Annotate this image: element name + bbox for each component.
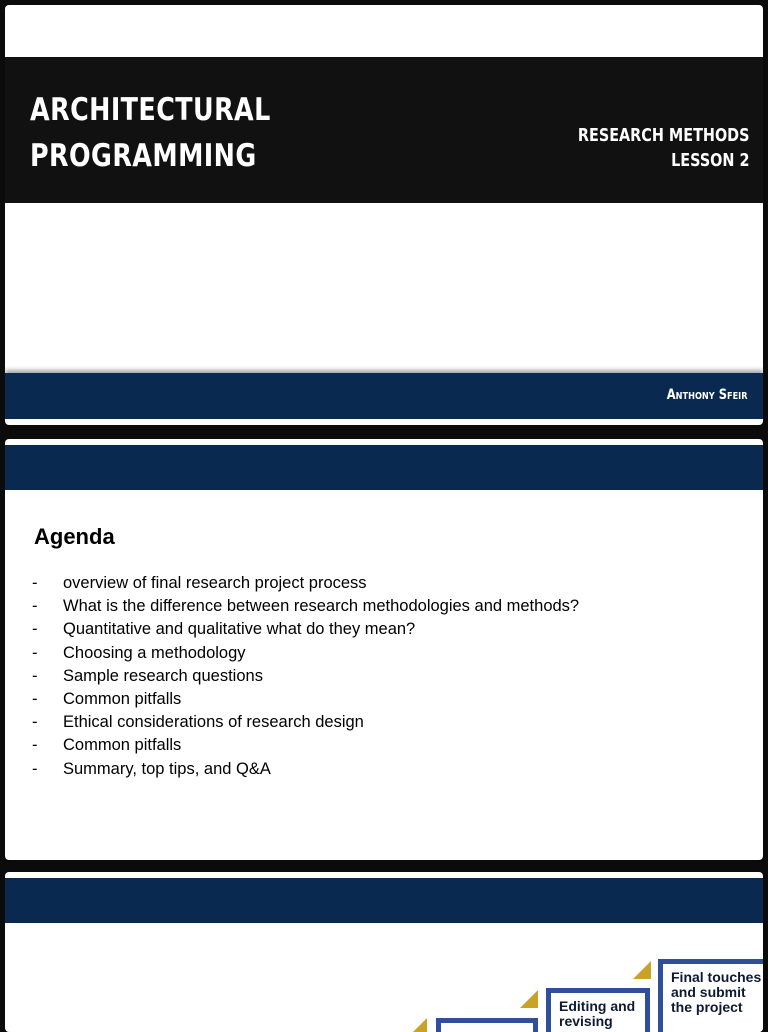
author-name: Anthony Sfeir (667, 387, 748, 403)
bullet-dash: - (32, 643, 38, 662)
agenda-item (32, 758, 592, 781)
subtitle-line-2: LESSON 2 (671, 150, 750, 171)
agenda-item (32, 618, 592, 641)
process-slide (5, 872, 763, 1032)
title-line-2: PROGRAMMING (30, 138, 257, 174)
agenda-item-text: Common pitfalls (63, 690, 182, 709)
bullet-dash: - (32, 736, 38, 755)
agenda-item (32, 711, 592, 734)
agenda-item-text: What is the difference between research methodologies and methods? (63, 597, 580, 616)
agenda-item-text: overview of final research project process (63, 574, 367, 592)
bullet-dash: - (32, 620, 38, 639)
title-line-1: ARCHITECTURAL (30, 92, 271, 128)
slide-header-band (5, 445, 763, 490)
author-band (5, 373, 763, 419)
agenda-item (32, 688, 592, 711)
bullet-dash: - (32, 666, 38, 685)
process-step-previous (436, 1018, 538, 1032)
step-arrow-icon (633, 961, 651, 979)
process-step-final: Final touches and submit the project (658, 959, 763, 1032)
agenda-item-text: Ethical considerations of research design (63, 713, 364, 732)
presentation-title (30, 87, 292, 179)
agenda-heading: Agenda (34, 524, 115, 549)
subtitle-line-1: RESEARCH METHODS (578, 125, 750, 146)
agenda-item (32, 665, 592, 688)
presentation-subtitle (578, 123, 750, 173)
title-slide (5, 5, 763, 425)
step-arrow-icon (520, 990, 538, 1008)
bullet-dash: - (32, 690, 38, 709)
bullet-dash: - (32, 597, 38, 616)
agenda-item-text: Choosing a methodology (63, 643, 246, 662)
bullet-dash: - (32, 759, 38, 778)
agenda-item-text: Summary, top tips, and Q&A (63, 759, 271, 778)
slide-header-band (5, 878, 763, 923)
agenda-item (32, 642, 592, 665)
agenda-item (32, 734, 592, 757)
process-step-editing: Editing and revising (546, 988, 650, 1032)
bullet-dash: - (32, 713, 38, 732)
agenda-slide (5, 439, 763, 860)
agenda-list (32, 572, 592, 781)
agenda-item (32, 595, 592, 618)
agenda-item-text: Common pitfalls (63, 736, 182, 755)
step-arrow-icon (409, 1018, 427, 1032)
agenda-item-text: Sample research questions (63, 666, 263, 685)
agenda-item-text: Quantitative and qualitative what do they mean? (63, 620, 416, 639)
title-band (5, 57, 763, 203)
bullet-dash: - (32, 574, 38, 592)
agenda-item (32, 572, 592, 595)
